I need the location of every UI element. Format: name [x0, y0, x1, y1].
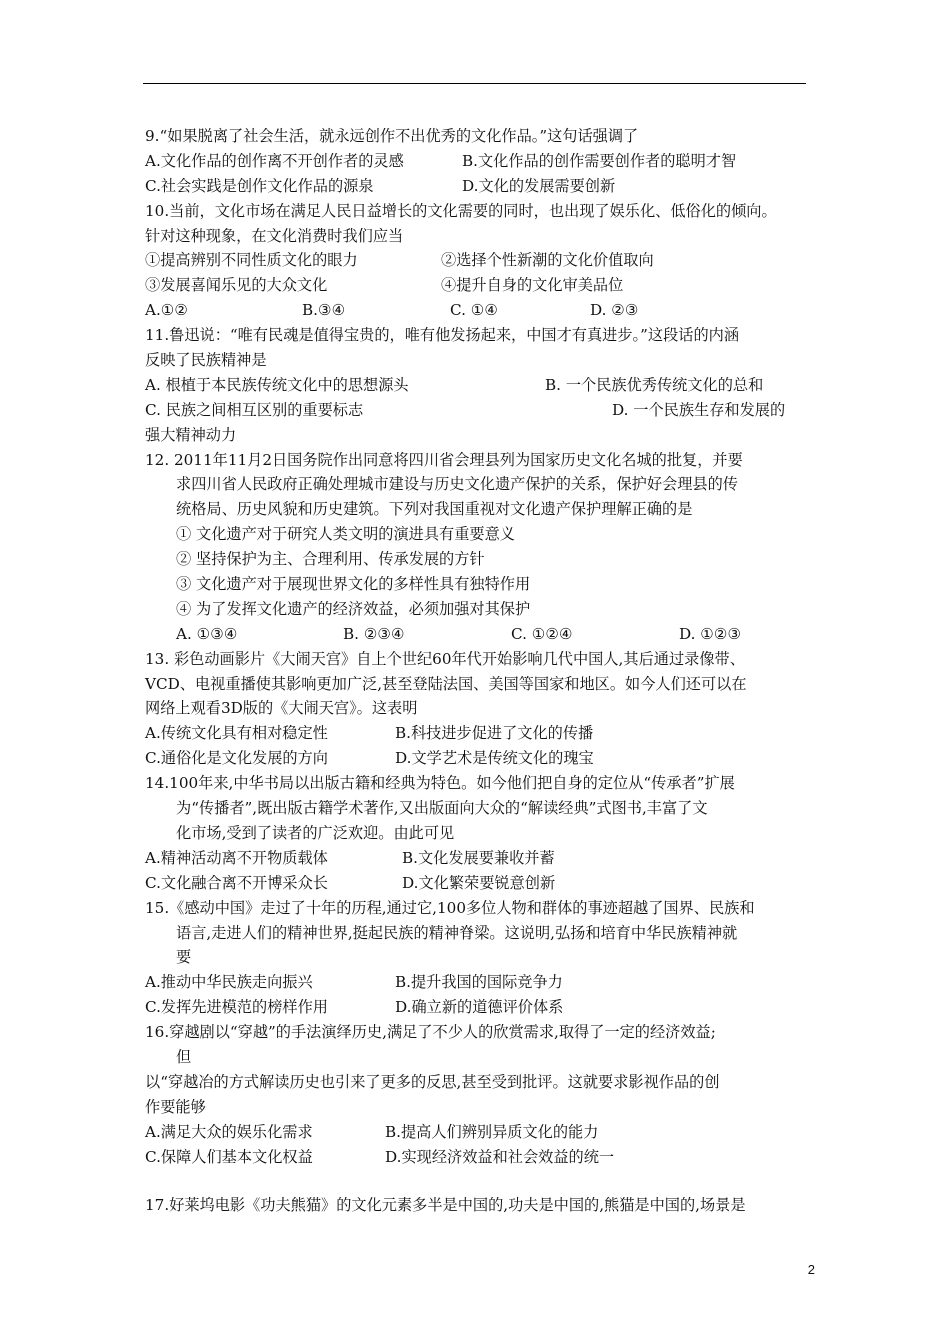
q14-options-ab	[145, 846, 817, 871]
q10-stem-2: 针对这种现象，在文化消费时我们应当	[145, 226, 404, 245]
q12-option-a: A. ①③④	[176, 624, 238, 643]
q15-option-b: B.提升我国的国际竞争力	[395, 973, 563, 992]
q11-option-d-continued: 强大精神动力	[145, 425, 237, 444]
q12-statement-2: ② 坚持保护为主、合理利用、传承发展的方针	[176, 550, 485, 569]
q9-options-cd	[145, 174, 817, 199]
q13-stem-2: VCD、电视重播使其影响更加广泛,甚至登陆法国、美国等国家和地区。如今人们还可以在	[145, 674, 747, 693]
q12-statement-3: ③ 文化遗产对于展现世界文化的多样性具有独特作用	[176, 575, 531, 594]
q12-statement-1: ① 文化遗产对于研究人类文明的演进具有重要意义	[176, 525, 515, 544]
q16-stem-2: 但	[176, 1047, 192, 1066]
page-number: 2	[807, 1262, 815, 1277]
q10-statements-12	[145, 248, 817, 273]
q9-option-a: A.文化作品的创作离不开创作者的灵感	[145, 151, 404, 170]
q16-options-ab	[145, 1120, 817, 1145]
q14-option-d: D.文化繁荣要锐意创新	[402, 873, 556, 892]
q15-stem-3: 要	[176, 948, 192, 967]
q12-option-d: D. ①②③	[679, 624, 742, 643]
q12-statement-4: ④ 为了发挥文化遗产的经济效益，必须加强对其保护	[176, 599, 531, 618]
q12-stem-3: 统格局、历史风貌和历史建筑。下列对我国重视对文化遗产保护理解正确的是	[176, 500, 693, 519]
q11-options-ab	[145, 373, 817, 398]
q11-option-b: B. 一个民族优秀传统文化的总和	[545, 375, 764, 394]
q9-stem: 9.“如果脱离了社会生活，就永远创作不出优秀的文化作品。”这句话强调了	[145, 127, 639, 145]
q10-statement-1: ①提高辨别不同性质文化的眼力	[145, 251, 358, 270]
page-content	[145, 124, 817, 1218]
q16-stem-3: 以“穿越冶的方式解读历史也引来了更多的反思,甚至受到批评。这就要求影视作品的创	[145, 1072, 720, 1091]
q10-statement-4: ④提升自身的文化审美品位	[441, 276, 624, 295]
q9-options-ab	[145, 149, 817, 174]
q16-option-c: C.保障人们基本文化权益	[145, 1147, 313, 1166]
q12-stem-2: 求四川省人民政府正确处理城市建设与历史文化遗产保护的关系，保护好会理县的传	[176, 475, 738, 494]
q14-stem-3: 化市场,受到了读者的广泛欢迎。由此可见	[176, 823, 455, 842]
q16-option-b: B.提高人们辨别异质文化的能力	[385, 1122, 599, 1141]
q14-option-a: A.精神活动离不开物质载体	[145, 848, 328, 867]
q14-option-c: C.文化融合离不开博采众长	[145, 873, 328, 892]
q10-options	[145, 298, 817, 323]
q10-option-c: C. ①④	[450, 301, 498, 320]
q15-option-c: C.发挥先进模范的榜样作用	[145, 998, 328, 1017]
q15-options-cd	[145, 995, 817, 1020]
q13-option-d: D.文学艺术是传统文化的瑰宝	[395, 749, 594, 768]
q16-option-a: A.满足大众的娱乐化需求	[145, 1122, 313, 1141]
q16-stem-4: 作要能够	[145, 1097, 206, 1116]
q10-option-a: A.①②	[145, 301, 189, 320]
question-spacer	[145, 1169, 817, 1193]
q15-options-ab	[145, 970, 817, 995]
q16-options-cd	[145, 1145, 817, 1170]
q15-option-a: A.推动中华民族走向振兴	[145, 973, 313, 992]
q15-option-d: D.确立新的道德评价体系	[395, 998, 564, 1017]
q15-stem-2: 语言,走进人们的精神世界,挺起民族的精神脊梁。这说明,弘扬和培育中华民族精神就	[176, 923, 738, 942]
q11-stem-1: 11.鲁迅说：“唯有民魂是值得宝贵的，唯有他发扬起来，中国才有真进步。”这段话的内涵	[145, 326, 740, 345]
q13-options-ab	[145, 721, 817, 746]
q12-stem-1: 12. 2011年11月2日国务院作出同意将四川省会理县列为国家历史文化名城的批复，并要	[145, 450, 743, 469]
q14-stem-2: 为“传播者”,既出版古籍学术著作,又出版面向大众的“解读经典”式图书,丰富了文	[176, 799, 708, 818]
q11-stem-2: 反映了民族精神是	[145, 351, 267, 370]
q9-option-d: D.文化的发展需要创新	[462, 176, 616, 195]
q10-statement-3: ③发展喜闻乐见的大众文化	[145, 276, 328, 295]
q14-option-b: B.文化发展要兼收并蓄	[402, 848, 555, 867]
q9-option-c: C.社会实践是创作文化作品的源泉	[145, 176, 374, 195]
q13-option-b: B.科技进步促进了文化的传播	[395, 724, 594, 743]
q13-stem-1: 13. 彩色动画影片《大闹天宫》自上个世纪60年代开始影响几代中国人,其后通过录像带、	[145, 649, 745, 668]
q10-stem-1: 10.当前，文化市场在满足人民日益增长的文化需要的同时，也出现了娱乐化、低俗化的倾向。	[145, 201, 777, 220]
q15-stem-1: 15.《感动中国》走过了十年的历程,通过它,100多位人物和群体的事迹超越了国界、民族和	[145, 898, 755, 917]
q11-option-a: A. 根植于本民族传统文化中的思想源头	[145, 375, 409, 394]
q13-stem-3: 网络上观看3D版的《大闹天宫》。这表明	[145, 699, 418, 718]
q12-option-b: B. ②③④	[343, 624, 405, 643]
q13-option-a: A.传统文化具有相对稳定性	[145, 724, 328, 743]
q10-statements-34	[145, 273, 817, 298]
q12-option-c: C. ①②④	[511, 624, 573, 643]
q11-options-cd	[145, 398, 817, 423]
q11-option-c: C. 民族之间相互区别的重要标志	[145, 400, 364, 419]
q16-option-d: D.实现经济效益和社会效益的统一	[385, 1147, 615, 1166]
q10-option-d: D. ②③	[590, 301, 639, 320]
q17-stem-1: 17.好莱坞电影《功夫熊猫》的文化元素多半是中国的,功夫是中国的,熊猫是中国的,场景是	[145, 1196, 746, 1215]
q11-option-d: D. 一个民族生存和发展的	[612, 400, 786, 419]
q10-option-b: B.③④	[302, 301, 346, 320]
q12-options	[145, 622, 817, 647]
q14-stem-1: 14.100年来,中华书局以出版古籍和经典为特色。如今他们把自身的定位从“传承者”扩展	[145, 774, 735, 793]
q10-statement-2: ②选择个性新潮的文化价值取向	[441, 251, 654, 270]
q13-options-cd	[145, 746, 817, 771]
q13-option-c: C.通俗化是文化发展的方向	[145, 749, 328, 768]
header-rule	[143, 83, 806, 84]
q9-option-b: B.文化作品的创作需要创作者的聪明才智	[462, 151, 737, 170]
q14-options-cd	[145, 871, 817, 896]
q16-stem-1: 16.穿越剧以“穿越”的手法演绎历史,满足了不少人的欣赏需求,取得了一定的经济效益;	[145, 1023, 716, 1042]
